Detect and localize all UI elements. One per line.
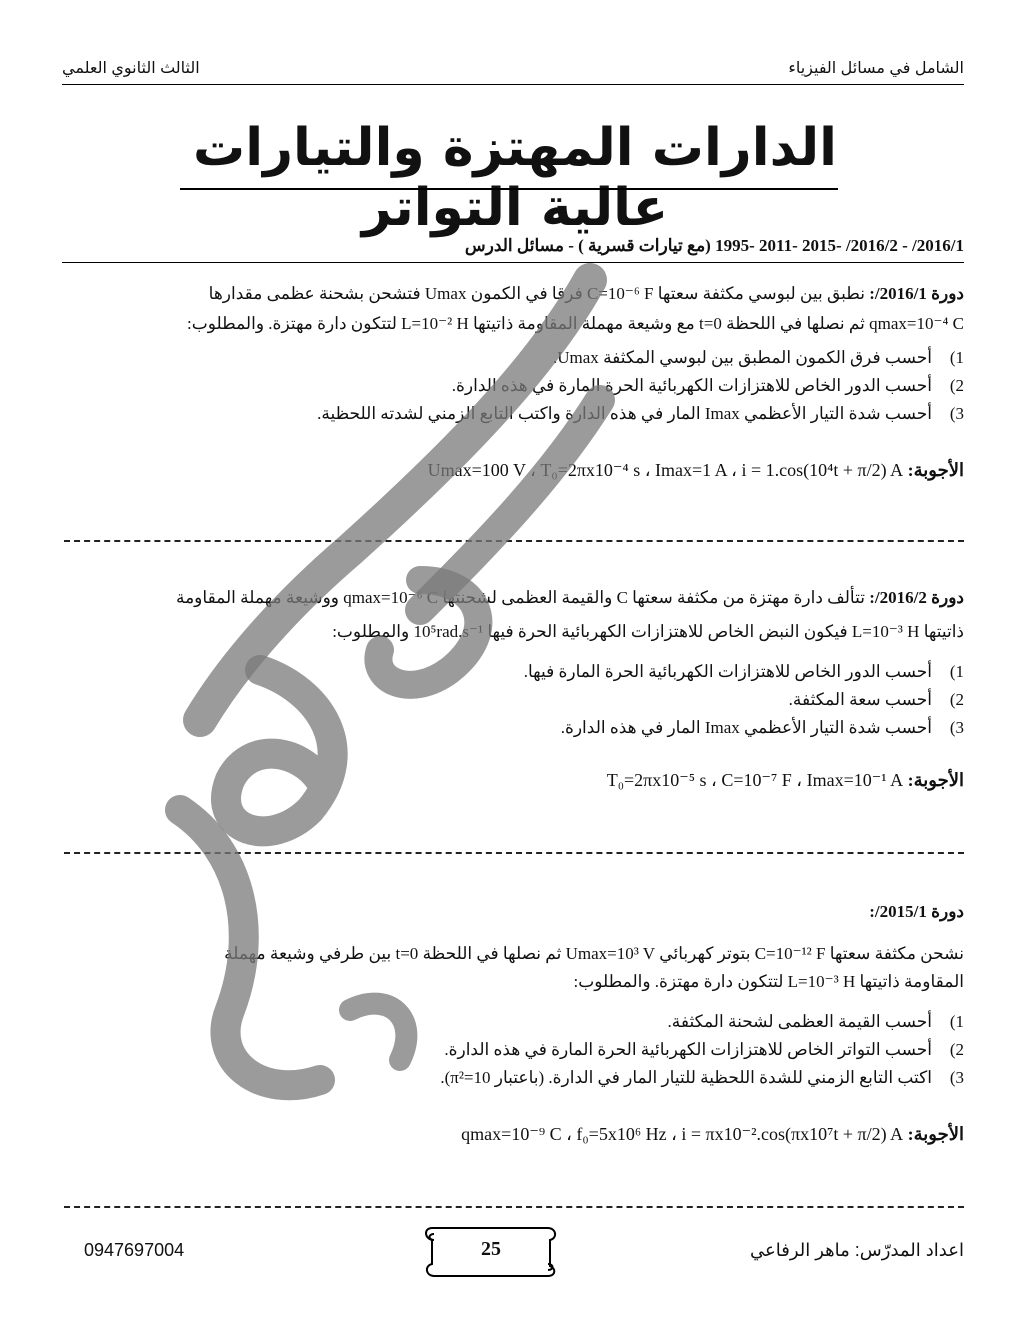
question: أحسب التواتر الخاص للاهتزازات الكهربائية الحرة المارة في هذه الدارة.	[444, 1040, 932, 1059]
title-underline	[180, 188, 838, 190]
question-number: (1	[949, 1012, 964, 1031]
question: أحسب الدور الخاص للاهتزازات الكهربائية الحرة المارة في هذه الدارة.	[451, 376, 932, 395]
question-number: (3	[949, 718, 964, 737]
question-number: (2	[949, 690, 964, 709]
question-number: (1	[949, 662, 964, 681]
answer-label: الأجوبة:	[907, 1124, 964, 1144]
answer-label: الأجوبة:	[907, 770, 964, 790]
section-2-intro-line2: ذاتيتها L=10⁻³ H فيكون النبض الخاص للاهتزازات الكهربائية الحرة فيها 10⁵rad.s⁻¹ والمطلوب:	[332, 622, 964, 641]
answer-label: الأجوبة:	[907, 460, 964, 480]
header-book-title: الشامل في مسائل الفيزياء	[788, 60, 964, 77]
question-number: (2	[949, 376, 964, 395]
watermark-calligraphy	[120, 250, 680, 1130]
question-number: (1	[949, 348, 964, 367]
question: أحسب فرق الكمون المطبق بين لبوسي المكثفة Umax.	[553, 348, 932, 367]
section-2-intro-line1: تتألف دارة مهتزة من مكثفة سعتها C والقيمة العظمى لشحنتها qmax=10⁻⁶ C ووشيعة مهملة المقاومة	[175, 588, 865, 607]
header-rule	[62, 84, 964, 85]
question: أحسب شدة التيار الأعظمي Imax المار في هذه الدارة واكتب التابع الزمني لشدته اللحظية.	[317, 404, 932, 423]
section-1-intro-line2: qmax=10⁻⁴ C ثم نصلها في اللحظة t=0 مع وشيعة مهملة المقاومة ذاتيتها L=10⁻² H لتتكون دارة مهتزة. والمطلوب:	[187, 314, 964, 333]
answer-text: T₀=2πx10⁻⁵ s ، C=10⁻⁷ F ، Imax=10⁻¹ A	[606, 770, 904, 790]
question-number: (3	[949, 1068, 964, 1087]
section-3-intro-line1: نشحن مكثفة سعتها C=10⁻¹² F بتوتر كهربائي Umax=10³ V ثم نصلها في اللحظة t=0 بين طرفي وشيعة مهملة	[224, 944, 964, 963]
section-3-intro-line2: المقاومة ذاتيتها L=10⁻³ H لتتكون دارة مهتزة. والمطلوب:	[573, 972, 964, 991]
section-2-label: دورة 2016/2/:	[869, 588, 964, 607]
question: اكتب التابع الزمني للشدة اللحظية للتيار المار في الدارة. (باعتبار π²=10).	[440, 1068, 932, 1087]
answer-text: qmax=10⁻⁹ C ، f₀=5x10⁶ Hz ، i = πx10⁻².cos(πx10⁷t + π/2) A	[461, 1124, 904, 1144]
section-1-intro-line1: نطبق بين لبوسي مكثفة سعتها C=10⁻⁶ F فرقا في الكمون Umax فتشحن بشحنة عظمى مقدارها	[208, 284, 865, 303]
question: أحسب سعة المكثفة.	[788, 690, 932, 709]
section-3-label: دورة 2015/1/:	[869, 902, 964, 921]
page-number: 25	[481, 1238, 501, 1260]
question: أحسب الدور الخاص للاهتزازات الكهربائية الحرة المارة فيها.	[523, 662, 932, 681]
page-title: الدارات المهتزة والتيارات عالية التواتر	[193, 118, 837, 238]
footer-phone: 0947697004	[84, 1240, 185, 1260]
footer-author: اعداد المدرّس: ماهر الرفاعي	[749, 1240, 964, 1260]
sessions-line: 2016/1/ - 2016/2/ -2015 -2011 -1995 (مع تيارات قسرية ) - مسائل الدرس	[464, 236, 964, 255]
question-number: (2	[949, 1040, 964, 1059]
question: أحسب القيمة العظمى لشحنة المكثفة.	[667, 1012, 932, 1031]
header-grade: الثالث الثانوي العلمي	[62, 60, 200, 77]
separator-dashed	[64, 1206, 964, 1208]
answer-text: Umax=100 V ، T₀=2πx10⁻⁴ s ، Imax=1 A ، i = 1.cos(10⁴t + π/2) A	[427, 460, 904, 480]
question-number: (3	[949, 404, 964, 423]
section-1-label: دورة 2016/1/:	[869, 284, 964, 303]
question: أحسب شدة التيار الأعظمي Imax المار في هذه الدارة.	[560, 718, 932, 737]
